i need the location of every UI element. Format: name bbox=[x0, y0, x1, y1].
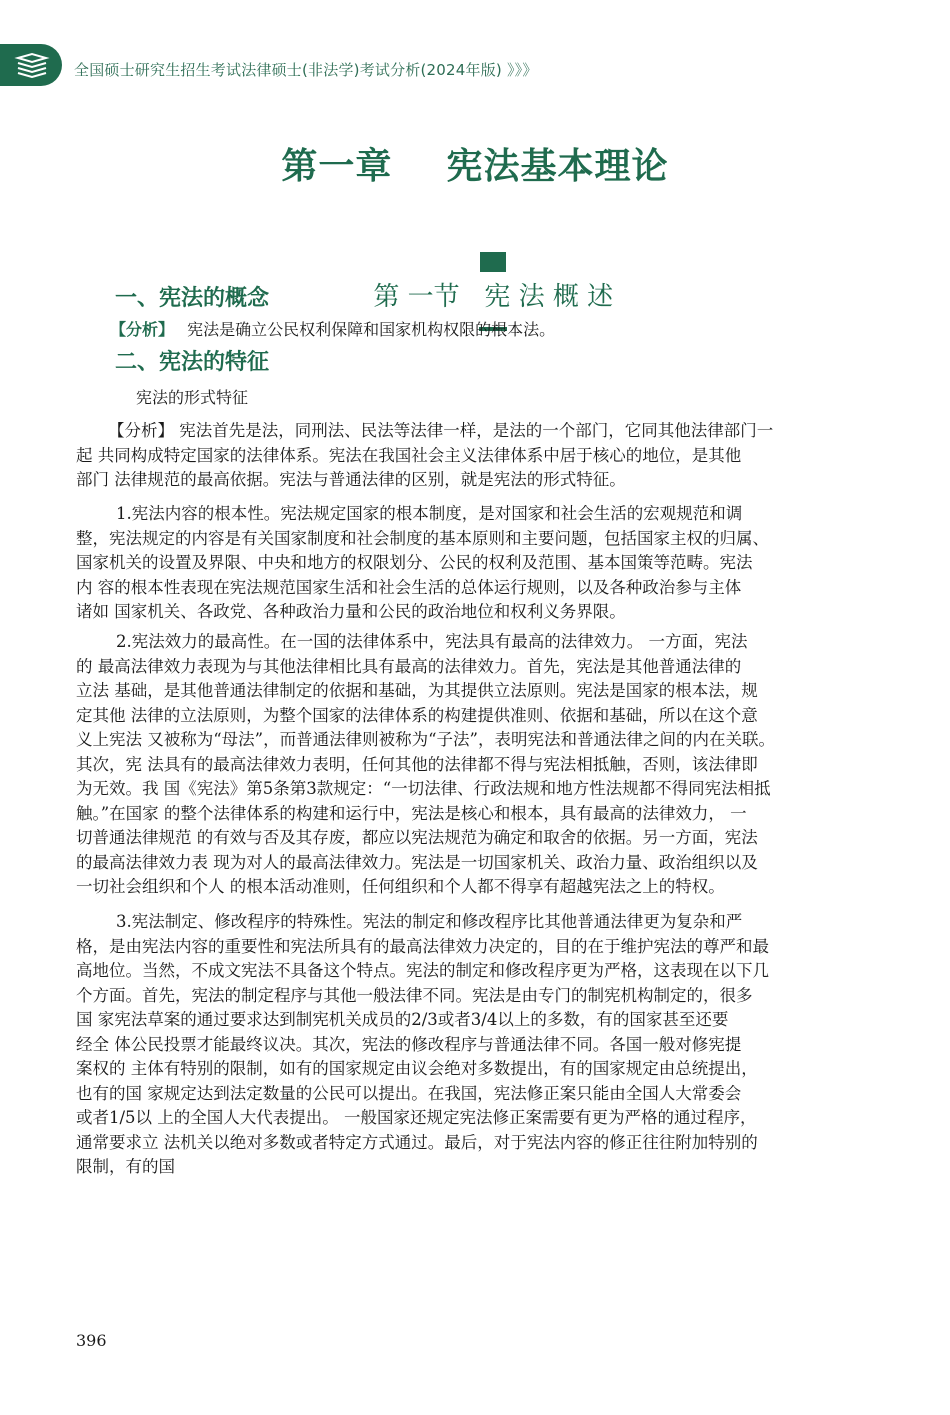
paragraph-line: 或者1/5以 上的全国人大代表提出。 一般国家还规定宪法修正案需要有更为严格的通过程序， bbox=[76, 1108, 757, 1127]
paragraph-line: 3.宪法制定、修改程序的特殊性。宪法的制定和修改程序比其他普通法律更为复杂和严 bbox=[116, 912, 743, 931]
paragraph-line: 切普通法律规范 的有效与否及其存废，都应以宪法规范为确定和取舍的依据。另一方面，宪法 bbox=[76, 828, 758, 847]
paragraph-line: 部门 法律规范的最高依据。宪法与普通法律的区别，就是宪法的形式特征。 bbox=[76, 470, 626, 489]
paragraph-line: 定其他 法律的立法原则，为整个国家的法律体系的构建提供准则、依据和基础，所以在这个意 bbox=[76, 705, 758, 725]
paragraph-line: 触。”在国家 的整个法律体系的构建和运行中，宪法是核心和根本，具有最高的法律效力， 一 bbox=[76, 803, 747, 823]
paragraph-line: 格，是由宪法内容的重要性和宪法所具有的最高法律效力决定的，目的在于维护宪法的尊严和最 bbox=[76, 936, 769, 956]
paragraph-intro bbox=[76, 419, 876, 493]
paragraph-line: 整，宪法规定的内容是有关国家制度和社会制度的基本原则和主要问题，包括国家主权的归属、 bbox=[76, 528, 769, 548]
paragraph-line: 的最高法律效力表 现为对人的最高法律效力。宪法是一切国家机关、政治力量、政治组织以及 bbox=[76, 852, 758, 872]
features-subheading: 宪法的形式特征 bbox=[136, 388, 249, 407]
paragraph-line: 国 家宪法草案的通过要求达到制宪机关成员的2/3或者3/4以上的多数，有的国家甚至还要 bbox=[76, 1010, 729, 1029]
paragraph-line: 诸如 国家机关、各政党、各种政治力量和公民的政治地位和权利义务界限。 bbox=[76, 602, 626, 621]
analysis-tag: 【分析】 bbox=[110, 320, 175, 339]
chapter-title: 第一章 宪法基本理论 bbox=[281, 146, 669, 187]
concept-heading: 一、宪法的概念 bbox=[115, 286, 270, 311]
concept-analysis bbox=[110, 317, 555, 340]
section-title-left-bar bbox=[480, 252, 506, 272]
paragraph-line: 经全 体公民投票才能最终议决。其次，宪法的修改程序与普通法律不同。各国一般对修宪提 bbox=[76, 1034, 742, 1054]
paragraph-line: 案权的 主体有特别的限制，如有的国家规定由议会绝对多数提出，有的国家规定由总统提出， bbox=[76, 1059, 758, 1078]
paragraph-line: 内 容的根本性表现在宪法规范国家生活和社会生活的总体运行规则，以及各种政治参与主体 bbox=[76, 577, 742, 597]
features-heading: 二、宪法的特征 bbox=[115, 350, 270, 375]
paragraph-supremacy bbox=[76, 630, 876, 900]
paragraph-line: 其次，宪 法具有的最高法律效力表明，任何其他的法律都不得与宪法相抵触，否则，该法律即 bbox=[76, 754, 758, 774]
header-badge bbox=[0, 44, 62, 86]
paragraph-line: 个方面。首先，宪法的制定程序与其他一般法律不同。宪法是由专门的制宪机构制定的，很多 bbox=[76, 985, 753, 1005]
paragraph-line: 一切社会组织和个人 的根本活动准则，任何组织和个人都不得享有超越宪法之上的特权。 bbox=[76, 877, 725, 896]
concept-text: 宪法是确立公民权利保障和国家机构权限的根本法。 bbox=[187, 320, 556, 339]
paragraph-line: 2.宪法效力的最高性。在一国的法律体系中，宪法具有最高的法律效力。 一方面，宪法 bbox=[116, 632, 748, 651]
book-icon bbox=[14, 52, 50, 78]
paragraph-procedure bbox=[76, 910, 876, 1180]
paragraph-line: 为无效。我 国《宪法》第5条第3款规定：“一切法律、行政法规和地方性法规都不得同宪法相抵 bbox=[76, 779, 771, 798]
paragraph-line: 通常要求立 法机关以绝对多数或者特定方式通过。最后，对于宪法内容的修正往往附加特别的 bbox=[76, 1132, 758, 1152]
paragraph-line: 限制，有的国 bbox=[76, 1157, 175, 1176]
page-number: 396 bbox=[76, 1331, 107, 1350]
section-title-text: 第 一节 宪 法 概 述 bbox=[373, 282, 614, 312]
paragraph-line: 起 共同构成特定国家的法律体系。宪法在我国社会主义法律体系中居于核心的地位，是其他 bbox=[76, 445, 742, 465]
paragraph-line: 的 最高法律效力表现为与其他法律相比具有最高的法律效力。首先，宪法是其他普通法律的 bbox=[76, 656, 742, 676]
paragraph-line: 义上宪法 又被称为“母法”，而普通法律则被称为“子法”，表明宪法和普通法律之间的内在关联。 bbox=[76, 730, 775, 749]
paragraph-line: 立法 基础，是其他普通法律制定的依据和基础，为其提供立法原则。宪法是国家的根本法，规 bbox=[76, 681, 758, 700]
paragraph-line: 高地位。当然，不成文宪法不具备这个特点。宪法的制定和修改程序更为严格，这表现在以下几 bbox=[76, 961, 769, 980]
running-head: 全国硕士研究生招生考试法律硕士(非法学)考试分析(2024年版) 》》》 bbox=[74, 61, 538, 79]
paragraph-fundamental bbox=[76, 502, 876, 625]
paragraph-line: 也有的国 家规定达到法定数量的公民可以提出。在我国，宪法修正案只能由全国人大常委会 bbox=[76, 1083, 742, 1103]
paragraph-line: 1.宪法内容的根本性。宪法规定国家的根本制度，是对国家和社会生活的宏观规范和调 bbox=[116, 504, 743, 523]
paragraph-line: 国家机关的设置及界限、中央和地方的权限划分、公民的权利及范围、基本国策等范畴。宪法 bbox=[76, 553, 753, 572]
paragraph-line: 【分析】 宪法首先是法，同刑法、民法等法律一样，是法的一个部门，它同其他法律部门一 bbox=[108, 421, 774, 440]
